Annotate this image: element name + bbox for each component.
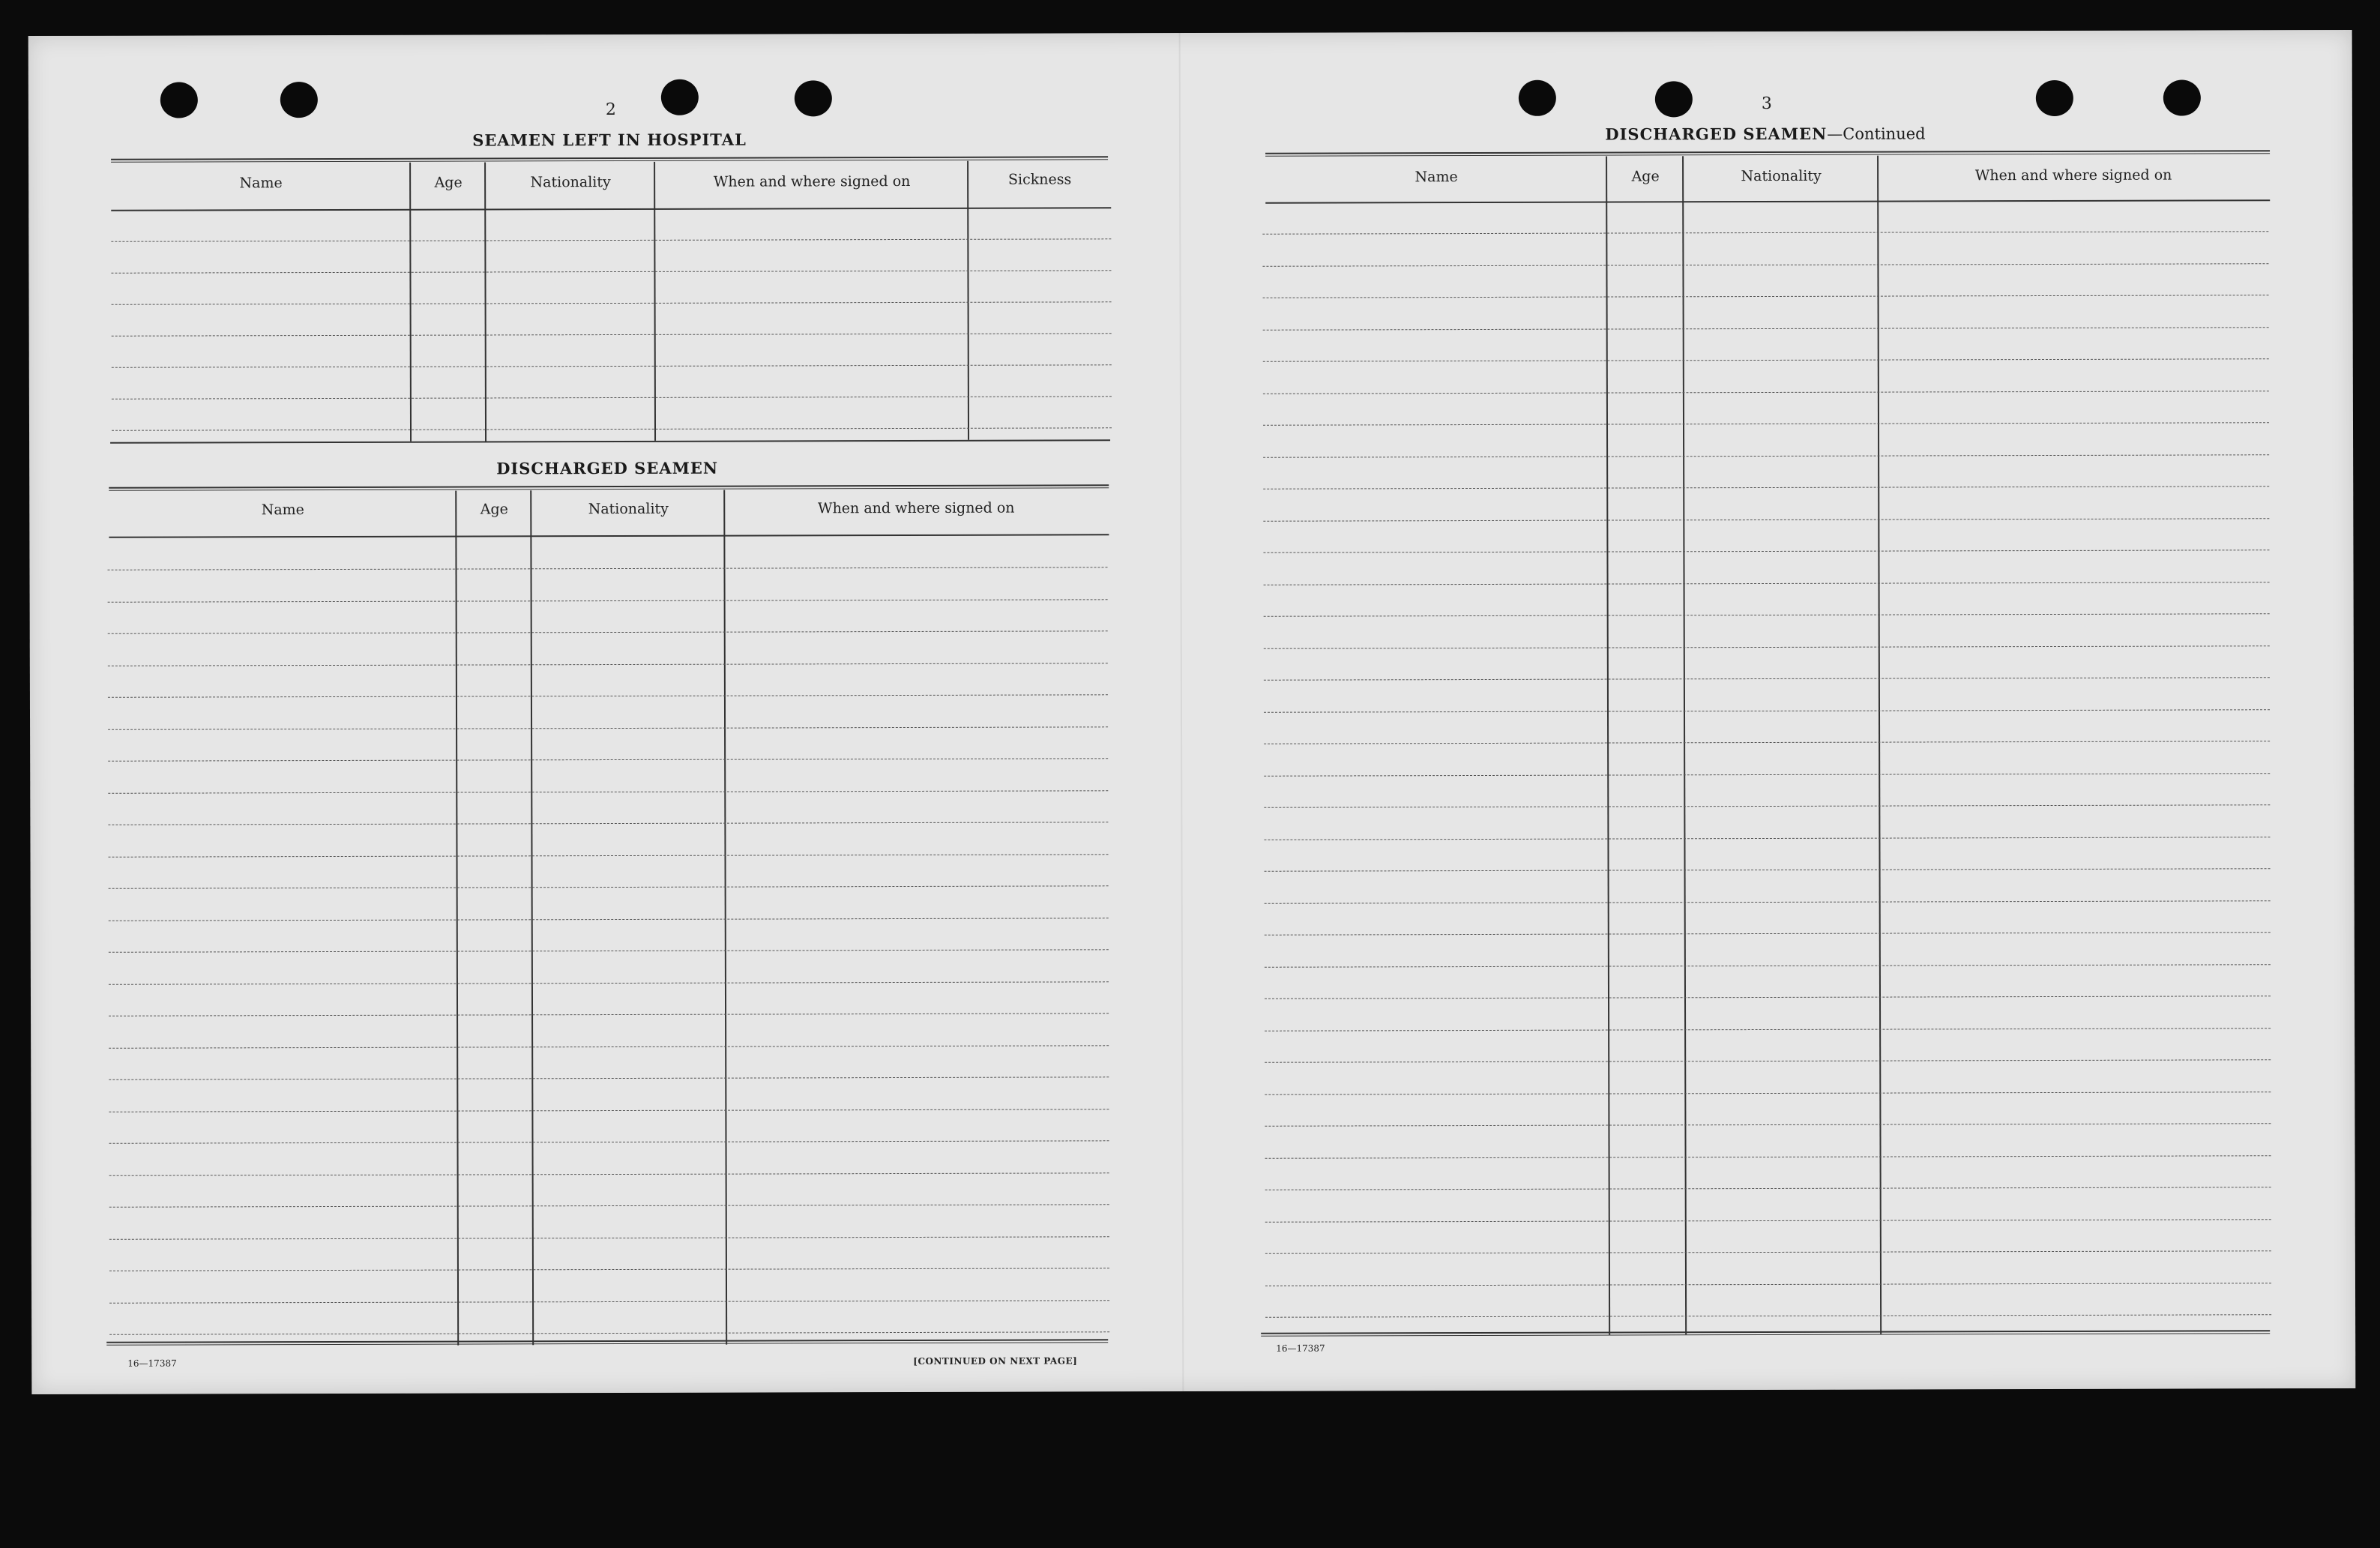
punch-hole [280, 82, 318, 118]
table-row-line [1265, 1091, 2271, 1095]
table-row-line [1265, 1187, 2271, 1190]
table-row-line [1265, 1059, 2271, 1063]
page-number: 3 [1761, 94, 1772, 114]
form-number: 16—17387 [127, 1358, 177, 1369]
column-header-signed-on: When and where signed on [817, 499, 1015, 517]
table-row-line [1264, 741, 2270, 744]
table-row-line [1265, 1123, 2271, 1127]
table-row-line [1264, 837, 2270, 840]
table-row-line [1264, 582, 2270, 585]
column-header-name: Name [261, 502, 304, 519]
table-row-line [108, 599, 1108, 602]
column-header-nationality: Nationality [1741, 167, 1822, 185]
section-rule [111, 156, 1108, 162]
punch-hole [2036, 80, 2073, 116]
column-header-age: Age [1631, 168, 1660, 185]
table-row-line [1263, 358, 2269, 362]
table-row-line [109, 981, 1109, 984]
table-row-line [109, 1268, 1109, 1271]
header-rule [109, 534, 1109, 537]
table-row-line [1264, 677, 2270, 681]
punch-hole [1655, 81, 1693, 117]
table-row-line [1265, 932, 2271, 936]
table-row-line [1265, 1250, 2271, 1254]
table-row-line [1265, 1314, 2271, 1318]
punch-hole [661, 79, 699, 115]
column-header-sickness: Sickness [1007, 171, 1072, 188]
table-row-line [1263, 486, 2269, 490]
punch-hole [160, 82, 198, 118]
table-row-line [1263, 518, 2269, 522]
punch-hole [1519, 80, 1556, 116]
continued-note: [CONTINUED ON NEXT PAGE] [913, 1355, 1078, 1367]
column-header-name: Name [1415, 169, 1458, 186]
table-row-line [1263, 454, 2269, 458]
table-row-line [109, 1109, 1109, 1112]
table-row-line [1262, 263, 2268, 267]
table-row-line [109, 1013, 1109, 1016]
column-header-signed-on: When and where signed on [1974, 166, 2172, 184]
table-row-line [108, 822, 1108, 825]
table-row-line [1263, 549, 2269, 553]
hospital-section-title: SEAMEN LEFT IN HOSPITAL [472, 130, 747, 150]
column-divider [967, 161, 969, 440]
table-row-line [108, 694, 1108, 697]
column-header-nationality: Nationality [588, 500, 669, 518]
hospital-rows [28, 30, 2352, 36]
table-row-line [111, 270, 1111, 273]
column-divider [484, 162, 486, 441]
left-page [28, 30, 2352, 1369]
section-rule [109, 484, 1109, 490]
table-row-line [107, 567, 1107, 570]
table-row-line [109, 1172, 1109, 1175]
table-row-line [109, 949, 1109, 952]
right-rows [28, 30, 2352, 36]
column-divider [723, 490, 727, 1345]
table-row-line [1264, 804, 2270, 808]
table-row-line [112, 333, 1112, 336]
table-row-line [1264, 613, 2270, 617]
table-row-line [109, 885, 1109, 888]
column-divider [654, 162, 656, 441]
table-row-line [109, 1204, 1109, 1207]
table-row-line [109, 918, 1109, 921]
page-fold [1179, 33, 1184, 1391]
table-row-line [108, 726, 1108, 729]
discharged-section-title: DISCHARGED SEAMEN [496, 458, 719, 478]
discharged-continued-title [1265, 123, 2265, 144]
table-row-line [109, 1300, 1109, 1303]
table-row-line [1263, 327, 2269, 331]
table-row-line [109, 1236, 1109, 1239]
table-row-line [108, 663, 1108, 666]
table-row-line [1263, 391, 2269, 394]
column-divider [1682, 156, 1687, 1334]
table-row-line [1265, 1283, 2271, 1286]
column-header-name: Name [239, 175, 283, 192]
table-row-line [1265, 868, 2271, 872]
column-divider [1877, 156, 1882, 1334]
table-row-line [109, 1331, 1109, 1334]
title-main: DISCHARGED SEAMEN [1605, 124, 1828, 144]
section-rule [1265, 150, 2270, 157]
column-header-signed-on: When and where signed on [713, 172, 911, 190]
header-rule [1265, 199, 2270, 204]
discharged-rows [28, 30, 2352, 36]
column-header-age: Age [480, 501, 508, 518]
column-header-nationality: Nationality [530, 174, 611, 191]
table-row-line [112, 427, 1112, 430]
table-end-rule [1261, 1330, 2270, 1337]
table-row-line [1265, 964, 2271, 968]
punch-hole [2163, 79, 2201, 115]
page-number: 2 [605, 100, 616, 120]
table-row-line [108, 790, 1108, 793]
table-row-line [1264, 773, 2270, 777]
table-row-line [112, 364, 1112, 367]
column-divider [455, 491, 459, 1346]
table-row-line [108, 854, 1108, 857]
table-end-rule [106, 1339, 1108, 1345]
header-rule [111, 207, 1111, 211]
column-divider [530, 490, 534, 1345]
punch-hole [795, 80, 832, 116]
table-row-line [1263, 295, 2269, 298]
form-number: 16—17387 [1276, 1343, 1325, 1354]
table-row-line [112, 301, 1112, 304]
table-row-line [109, 1076, 1109, 1079]
table-row-line [1263, 422, 2269, 426]
section-end-rule [110, 439, 1110, 443]
table-row-line [108, 758, 1108, 761]
table-row-line [1265, 1028, 2271, 1032]
table-row-line [1265, 996, 2271, 999]
table-row-line [111, 238, 1111, 241]
table-row-line [108, 630, 1108, 633]
table-row-line [1262, 231, 2268, 235]
table-row-line [109, 1140, 1109, 1143]
table-row-line [109, 1045, 1109, 1048]
table-row-line [1264, 645, 2270, 649]
column-divider [409, 163, 412, 442]
title-suffix: —Continued [1827, 124, 1926, 143]
document-sheet [28, 30, 2356, 1394]
table-row-line [1265, 1155, 2271, 1159]
column-header-age: Age [434, 174, 463, 191]
table-row-line [112, 396, 1112, 399]
table-row-line [1264, 709, 2270, 713]
table-row-line [1265, 1219, 2271, 1223]
column-divider [1606, 157, 1610, 1335]
table-row-line [1265, 900, 2271, 904]
